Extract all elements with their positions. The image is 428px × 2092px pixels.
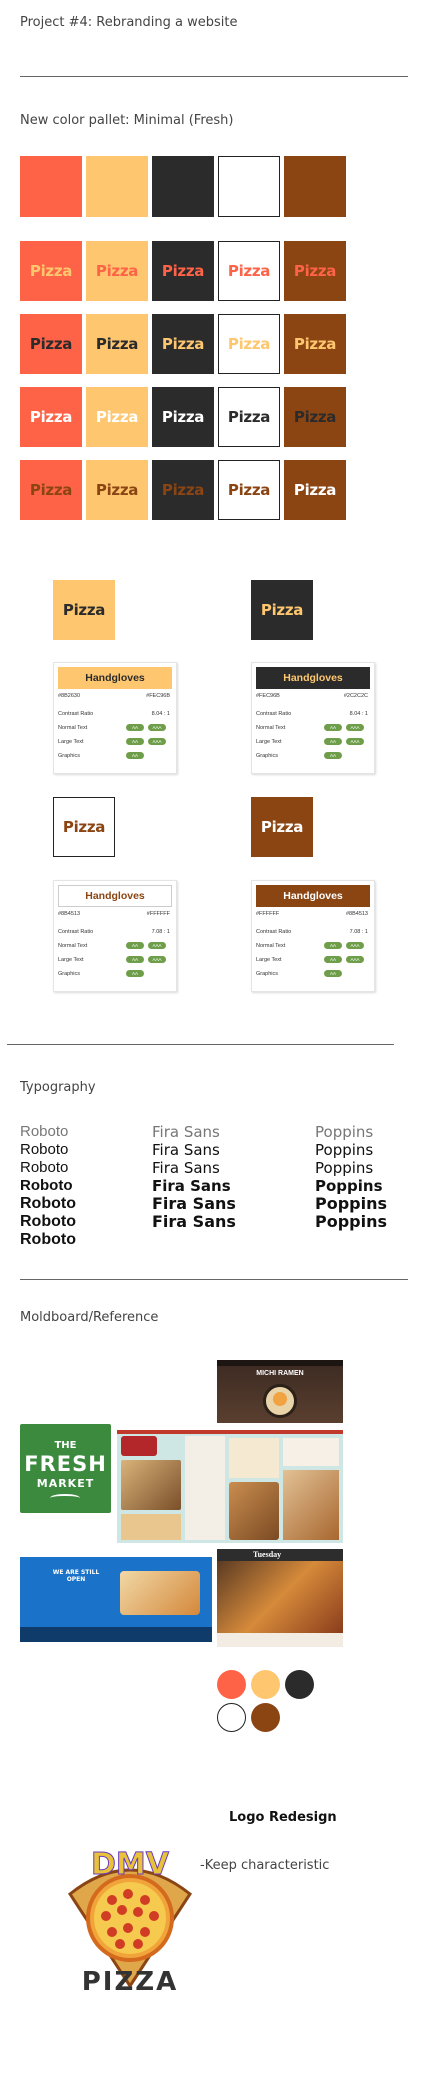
typography-sample: Fira Sans (152, 1212, 236, 1231)
restaurant-website-collage (117, 1430, 343, 1543)
typography-sample: Fira Sans (152, 1159, 220, 1177)
bg-hex: #FEC96B (146, 693, 170, 699)
typography-sample: Poppins (315, 1194, 388, 1213)
aa-pill: AA (324, 724, 342, 731)
pizza-swatch: Pizza (284, 314, 346, 374)
aaa-pill: AAA (148, 956, 166, 963)
bg-hex: #2C2C2C (343, 693, 368, 699)
aaa-pill: AAA (346, 724, 364, 731)
contrast-card (251, 880, 375, 992)
divider (7, 1044, 394, 1045)
contrast-card (53, 880, 177, 992)
typography-sample: Poppins (315, 1159, 374, 1177)
dmv-pizza-logo-graphic (50, 1836, 210, 2006)
normal-text-label: Normal Text (58, 725, 88, 731)
dot-brown (251, 1703, 280, 1732)
aa-pill: AA (126, 724, 144, 731)
aa-pill: AA (324, 752, 342, 759)
aaa-pill: AAA (148, 724, 166, 731)
fg-hex: #FFFFFF (256, 911, 280, 917)
typography-sample: Fira Sans (152, 1194, 236, 1213)
large-text-label: Large Text (58, 957, 84, 963)
swatch-red (20, 156, 82, 217)
pizza-swatch: Pizza (86, 241, 148, 301)
aa-pill: AA (126, 942, 144, 949)
swatch-dark (152, 156, 214, 217)
ratio-value: 8.04 : 1 (151, 711, 170, 717)
ratio-label: Contrast Ratio (58, 929, 94, 935)
dot-yellow (251, 1670, 280, 1699)
card-header: Handgloves (256, 667, 370, 689)
graphics-label: Graphics (58, 971, 81, 977)
pizza-swatch: Pizza (218, 314, 280, 374)
typography-sample: Roboto (20, 1195, 76, 1212)
typography-sample: Roboto (20, 1231, 76, 1248)
card-header: Handgloves (256, 885, 370, 907)
aaa-pill: AAA (346, 738, 364, 745)
palette-label: New color pallet: Minimal (Fresh) (20, 113, 234, 128)
swatch-white (218, 156, 280, 217)
aa-pill: AA (324, 970, 342, 977)
fresh-market-logo: THE FRESH MARKET (20, 1424, 111, 1513)
dot-white (217, 1703, 246, 1732)
swatch-brown (284, 156, 346, 217)
tuesday-title: Tuesday (253, 1550, 282, 1559)
pizza-sample-brown: Pizza (251, 797, 313, 857)
tuesday-website-screenshot (217, 1549, 343, 1647)
pizza-swatch: Pizza (284, 241, 346, 301)
typography-heading: Typography (20, 1080, 96, 1095)
open-text: WE ARE STILL OPEN (52, 1569, 100, 1583)
typography-sample: Poppins (315, 1141, 374, 1159)
typography-sample: Fira Sans (152, 1177, 231, 1195)
typography-sample: Poppins (315, 1123, 374, 1141)
pizza-swatch: Pizza (218, 460, 280, 520)
ratio-label: Contrast Ratio (256, 711, 292, 717)
graphics-label: Graphics (256, 971, 279, 977)
large-text-label: Large Text (256, 957, 282, 963)
ratio-label: Contrast Ratio (256, 929, 292, 935)
aa-pill: AA (324, 956, 342, 963)
aaa-pill: AAA (346, 942, 364, 949)
pizza-swatch: Pizza (86, 460, 148, 520)
moodboard-heading: Moldboard/Reference (20, 1310, 159, 1325)
pizza-sample-yellow: Pizza (53, 580, 115, 640)
pizza-swatch: Pizza (20, 241, 82, 301)
open-website-screenshot (20, 1549, 212, 1642)
aa-pill: AA (126, 752, 144, 759)
logo-top-text: DMV (91, 1847, 169, 1882)
michi-ramen-title: MICHI RAMEN (256, 1370, 304, 1377)
pizza-swatch: Pizza (284, 387, 346, 447)
pizza-swatch: Pizza (218, 241, 280, 301)
graphics-label: Graphics (58, 753, 81, 759)
typography-sample: Roboto (20, 1177, 73, 1194)
pizza-swatch: Pizza (86, 314, 148, 374)
typography-sample: Roboto (20, 1141, 69, 1158)
typography-sample: Roboto (20, 1159, 69, 1176)
pizza-swatch: Pizza (152, 460, 214, 520)
typography-sample: Poppins (315, 1177, 383, 1195)
leaf-icon (50, 1494, 80, 1502)
michi-ramen-image (217, 1360, 343, 1423)
pizza-swatch: Pizza (20, 460, 82, 520)
bg-hex: #FFFFFF (146, 911, 170, 917)
large-text-label: Large Text (256, 739, 282, 745)
normal-text-label: Normal Text (256, 943, 286, 949)
graphics-label: Graphics (256, 753, 279, 759)
normal-text-label: Normal Text (58, 943, 88, 949)
pizza-sample-dark: Pizza (251, 580, 313, 640)
bg-hex: #8B4513 (345, 911, 368, 917)
pizza-swatch: Pizza (284, 460, 346, 520)
pizza-swatch: Pizza (20, 314, 82, 374)
normal-text-label: Normal Text (256, 725, 286, 731)
fg-hex: #FEC96B (256, 693, 280, 699)
aaa-pill: AAA (148, 738, 166, 745)
pizza-swatch: Pizza (218, 387, 280, 447)
typography-sample: Roboto (20, 1123, 69, 1140)
aa-pill: AA (324, 942, 342, 949)
typography-sample: Poppins (315, 1212, 388, 1231)
aaa-pill: AAA (148, 942, 166, 949)
ratio-value: 7.08 : 1 (151, 929, 170, 935)
contrast-card (53, 662, 177, 774)
pizza-swatch: Pizza (86, 387, 148, 447)
pizza-sample-white: Pizza (53, 797, 115, 857)
contrast-card (251, 662, 375, 774)
card-header: Handgloves (58, 885, 172, 907)
aaa-pill: AAA (346, 956, 364, 963)
dot-red (217, 1670, 246, 1699)
typography-sample: Fira Sans (152, 1123, 220, 1141)
ratio-value: 8.04 : 1 (349, 711, 368, 717)
page-title: Project #4: Rebranding a website (20, 15, 238, 30)
divider (20, 76, 408, 77)
logo-bottom-text: PIZZA (81, 1967, 179, 1997)
aa-pill: AA (126, 738, 144, 745)
aa-pill: AA (126, 956, 144, 963)
pizza-swatch: Pizza (152, 314, 214, 374)
logo-heading: Logo Redesign (229, 1810, 337, 1825)
dot-dark (285, 1670, 314, 1699)
swatch-yellow (86, 156, 148, 217)
ratio-label: Contrast Ratio (58, 711, 94, 717)
fg-hex: #8B4513 (58, 911, 81, 917)
typography-sample: Fira Sans (152, 1141, 220, 1159)
pizza-swatch: Pizza (20, 387, 82, 447)
logo-note: -Keep characteristic (200, 1858, 330, 1873)
dmv-pizza-logo (50, 1836, 210, 2006)
divider (20, 1279, 408, 1280)
aa-pill: AA (126, 970, 144, 977)
aa-pill: AA (324, 738, 342, 745)
pizza-swatch: Pizza (152, 241, 214, 301)
card-header: Handgloves (58, 667, 172, 689)
pizza-swatch: Pizza (152, 387, 214, 447)
fg-hex: #8B2630 (58, 693, 81, 699)
typography-sample: Roboto (20, 1213, 76, 1230)
large-text-label: Large Text (58, 739, 84, 745)
ratio-value: 7.08 : 1 (349, 929, 368, 935)
